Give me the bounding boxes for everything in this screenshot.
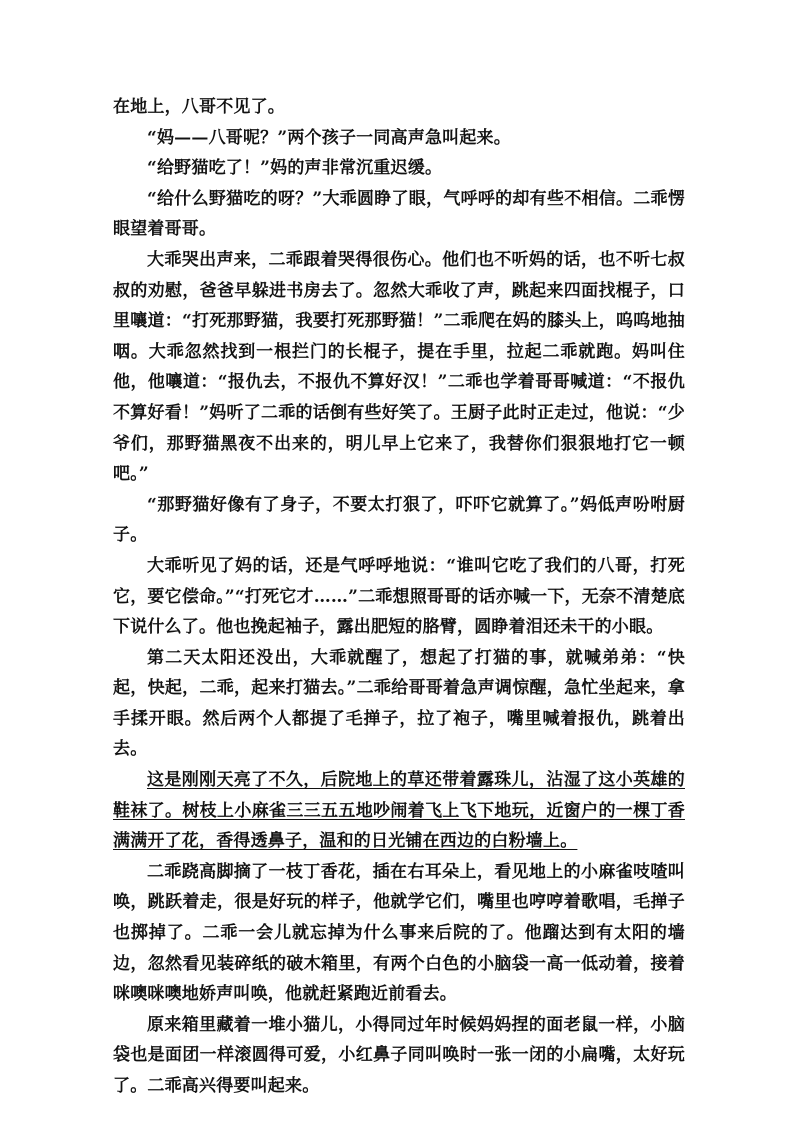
paragraph: 第二天太阳还没出，大乖就醒了，想起了打猫的事，就喊弟弟：“快起，快起，二乖，起来打猫去。”二乖给哥哥着急声调惊醒，急忙坐起来，拿手揉开眼。然后两个人都提了毛掸子，拉了袍子，嘴里喊着报仇，跳着出去。 bbox=[113, 647, 685, 760]
paragraph: “妈——八哥呢？”两个孩子一同高声急叫起来。 bbox=[147, 127, 511, 148]
paragraph: 在地上，八哥不见了。 bbox=[113, 97, 285, 117]
paragraph: 原来箱里藏着一堆小猫儿，小得同过年时候妈妈捏的面老鼠一样，小脑袋也是面团一样滚圆得可爱，小红鼻子同叫唤时一张一闭的小扁嘴，太好玩了。二乖高兴得要叫起来。 bbox=[113, 1014, 685, 1096]
paragraph: 二乖跷高脚摘了一枝丁香花，插在右耳朵上，看见地上的小麻雀吱喳叫唤，跳跃着走，很是好玩的样子，他就学它们，嘴里也哼哼着歌唱，毛掸子也掷掉了。二乖一会儿就忘掉为什么事来后院的了。他蹓达到有太阳的墙边，忽然看见装碎纸的破木箱里，有两个白色的小脑袋一高一低动着，接着咪噢咪噢地娇声叫唤，他就赶紧跑近前看去。 bbox=[113, 861, 685, 1005]
paragraph: 大乖哭出声来，二乖跟着哭得很伤心。他们也不听妈的话，也不听七叔叔的劝慰，爸爸早躲进书房去了。忽然大乖收了声，跳起来四面找棍子，口里嚷道：“打死那野猫，我要打死那野猫！”二乖爬在妈的膝头上，呜呜地抽咽。大乖忽然找到一根拦门的长棍子，提在手里，拉起二乖就跑。妈叫住他，他嚷道：“报仇去，不报仇不算好汉！”二乖也学着哥哥喊道：“不报仇不算好看！”妈听了二乖的话倒有些好笑了。王厨子此时正走过，他说：“少爷们，那野猫黑夜不出来的，明儿早上它来了，我替你们狠狠地打它一顿吧。” bbox=[113, 249, 685, 485]
paragraph: “给野猫吃了！”妈的声非常沉重迟缓。 bbox=[147, 158, 443, 179]
paragraph: “给什么野猫吃的呀？”大乖圆睁了眼，气呼呼的却有些不相信。二乖愣眼望着哥哥。 bbox=[113, 188, 685, 240]
story-text bbox=[113, 92, 685, 1102]
paragraph: “那野猫好像有了身子，不要太打狠了，吓吓它就算了。”妈低声吩咐厨子。 bbox=[113, 494, 685, 546]
paragraph: 大乖听见了妈的话，还是气呼呼地说：“谁叫它吃了我们的八哥，打死它，要它偿命。”“打死它才……”二乖想照哥哥的话亦喊一下，无奈不清楚底下说什么了。他也挽起袖子，露出肥短的胳臂，圆睁着泪还未干的小眼。 bbox=[113, 555, 685, 638]
underlined-paragraph: 这是刚刚天亮了不久，后院地上的草还带着露珠儿，沾湿了这小英雄的鞋袜了。树枝上小麻雀三三五五地吵闹着飞上飞下地玩，近窗户的一棵丁香满满开了花，香得透鼻子，温和的日光铺在西边的白粉墙上。 bbox=[113, 770, 685, 852]
